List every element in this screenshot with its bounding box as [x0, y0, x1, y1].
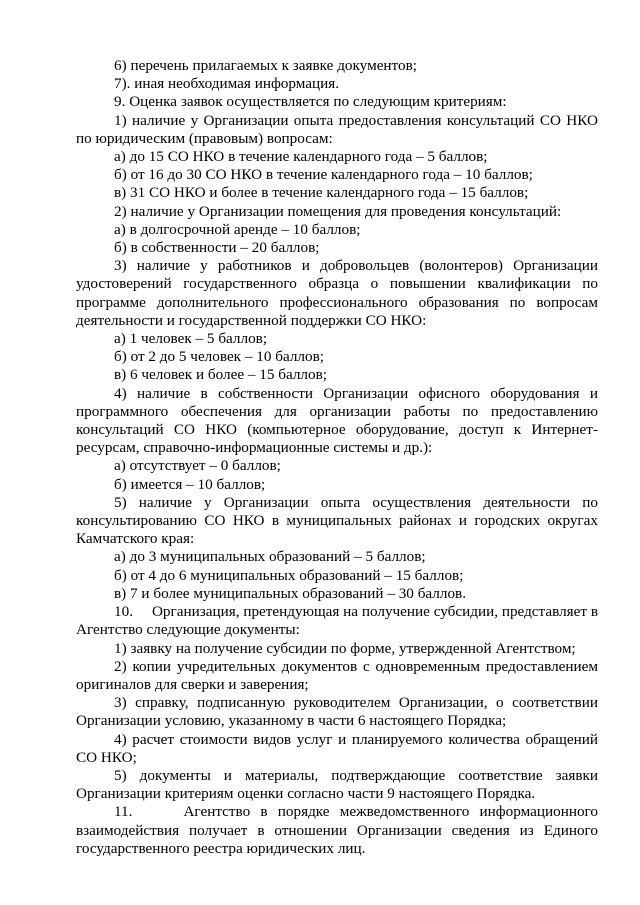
section-10-heading: 10. Организация, претендующая на получение субсидии, представляет в Агентство следующие документы:: [76, 603, 598, 639]
criterion-5-option-c: в) 7 и более муниципальных образований – 30 баллов.: [114, 584, 467, 602]
criterion-1-option-b: б) от 16 до 30 СО НКО в течение календарного года – 10 баллов;: [114, 166, 533, 184]
required-document-1: 1) заявку на получение субсидии по форме, утвержденной Агентством;: [114, 639, 576, 657]
required-document-4: 4) расчет стоимости видов услуг и планируемого количества обращений СО НКО;: [76, 730, 598, 766]
section-heading: 9. Оценка заявок осуществляется по следующим критериям:: [114, 93, 507, 111]
criterion-3-option-b: б) от 2 до 5 человек – 10 баллов;: [114, 348, 324, 366]
list-item: 6) перечень прилагаемых к заявке документов;: [114, 57, 417, 74]
document-body: [76, 57, 598, 858]
criterion-2-option-a: а) в долгосрочной аренде – 10 баллов;: [114, 220, 361, 238]
criterion-4-option-a: а) отсутствует – 0 баллов;: [114, 457, 281, 475]
criterion-3-option-c: в) 6 человек и более – 15 баллов;: [114, 366, 327, 384]
criterion-4: 4) наличие в собственности Организации офисного оборудования и программного обеспечения для организации работы по предоставлению консультаций СО НКО (компьютерное оборудование, доступ к Интернет-ресурсам, справочно-информационные системы и др.):: [76, 384, 598, 457]
criterion-1-option-c: в) 31 СО НКО и более в течение календарного года – 15 баллов;: [114, 184, 529, 202]
criterion-3-option-a: а) 1 человек – 5 баллов;: [114, 330, 268, 348]
criterion-1-option-a: а) до 15 СО НКО в течение календарного года – 5 баллов;: [114, 148, 488, 166]
required-document-2: 2) копии учредительных документов с одновременным предоставлением оригиналов для сверки и заверения;: [76, 657, 598, 693]
criterion-2: 2) наличие у Организации помещения для проведения консультаций:: [114, 202, 562, 220]
required-document-3: 3) справку, подписанную руководителем Организации, о соответствии Организации условию, указанному в части 6 настоящего Порядка;: [76, 694, 598, 730]
criterion-2-option-b: б) в собственности – 20 баллов;: [114, 239, 320, 257]
criterion-4-option-b: б) имеется – 10 баллов;: [114, 475, 266, 493]
list-item: 7). иная необходимая информация.: [114, 75, 340, 93]
criterion-1: 1) наличие у Организации опыта предоставления консультаций СО НКО по юридическим (правовым) вопросам:: [76, 111, 598, 147]
criterion-3: 3) наличие у работников и добровольцев (волонтеров) Организации удостоверений государственного образца о повышении квалификации по программе дополнительного профессионального образования по вопросам деятельности и государственной поддержки СО НКО:: [76, 257, 598, 329]
required-document-5: 5) документы и материалы, подтверждающие соответствие заявки Организации критериям оценки согласно части 9 настоящего Порядка.: [76, 766, 598, 803]
criterion-5-option-b: б) от 4 до 6 муниципальных образований – 15 баллов;: [114, 566, 464, 584]
criterion-5: 5) наличие у Организации опыта осуществления деятельности по консультированию СО НКО в муниципальных районах и городских округах Камчатского края:: [76, 493, 598, 548]
section-11: 11. Агентство в порядке межведомственного информационного взаимодействия получает в отношении Организации сведения из Единого государственного реестра юридических лиц.: [76, 803, 598, 857]
criterion-5-option-a: а) до 3 муниципальных образований – 5 баллов;: [114, 548, 426, 566]
